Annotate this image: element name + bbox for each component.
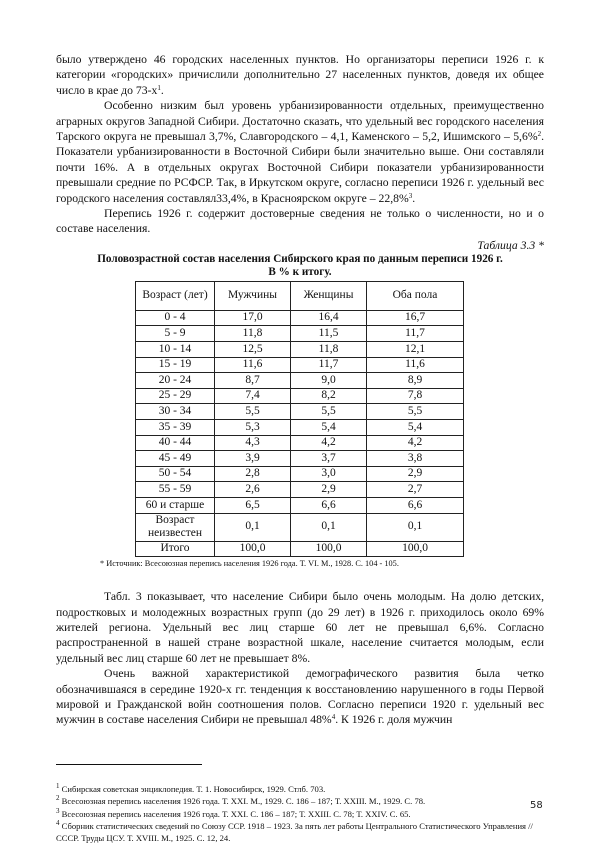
cell-both: 0,1 [367, 513, 464, 541]
cell-men: 3,9 [215, 451, 291, 467]
page-number: 58 [530, 800, 543, 811]
cell-age: 30 - 34 [136, 404, 215, 420]
cell-men: 100,0 [215, 541, 291, 557]
cell-both: 6,6 [367, 498, 464, 514]
cell-women: 2,9 [291, 482, 367, 498]
cell-women: 9,0 [291, 373, 367, 389]
cell-women: 11,8 [291, 342, 367, 358]
cell-women: 11,7 [291, 357, 367, 373]
cell-men: 11,6 [215, 357, 291, 373]
footnote: $^4$ Сборник статистических сведений по Союзу ССР. 1918 – 1923. За пять лет работы Центрального Статистического Управления // СССР. Труды ЦСУ. Т. XVIII. М., 1925. С. 12, 24. [56, 819, 533, 844]
column-header-both: Оба пола [367, 281, 464, 310]
table-row [136, 388, 464, 404]
cell-age: 55 - 59 [136, 482, 215, 498]
cell-men: 7,4 [215, 388, 291, 404]
cell-age: 20 - 24 [136, 373, 215, 389]
footnote-ref[interactable]: 4 [331, 713, 336, 722]
cell-women: 5,4 [291, 420, 367, 436]
cell-women: 3,7 [291, 451, 367, 467]
table-row [136, 513, 464, 541]
cell-age: 15 - 19 [136, 357, 215, 373]
cell-women: 3,0 [291, 466, 367, 482]
cell-both: 100,0 [367, 541, 464, 557]
cell-age: 45 - 49 [136, 451, 215, 467]
cell-men: 12,5 [215, 342, 291, 358]
cell-men: 17,0 [215, 310, 291, 326]
table-row [136, 466, 464, 482]
cell-men: 0,1 [215, 513, 291, 541]
cell-both: 3,8 [367, 451, 464, 467]
cell-women: 0,1 [291, 513, 367, 541]
column-header-age: Возраст (лет) [136, 281, 215, 310]
table-row [136, 373, 464, 389]
table-row [136, 357, 464, 373]
footnote-ref[interactable]: 3 [408, 191, 413, 200]
cell-women: 16,4 [291, 310, 367, 326]
cell-both: 16,7 [367, 310, 464, 326]
table-header-row [136, 281, 464, 310]
table-row [136, 451, 464, 467]
cell-age: 0 - 4 [136, 310, 215, 326]
cell-both: 8,9 [367, 373, 464, 389]
table-row [136, 420, 464, 436]
cell-both: 5,4 [367, 420, 464, 436]
table-title: Половозрастной состав населения Сибирского края по данным переписи 1926 г. [97, 252, 503, 265]
age-sex-table [135, 281, 464, 557]
table-subtitle: В % к итогу. [268, 266, 332, 279]
cell-men: 8,7 [215, 373, 291, 389]
cell-age: 50 - 54 [136, 466, 215, 482]
cell-men: 4,3 [215, 435, 291, 451]
cell-men: 6,5 [215, 498, 291, 514]
cell-women: 5,5 [291, 404, 367, 420]
table-row [136, 342, 464, 358]
cell-age: 35 - 39 [136, 420, 215, 436]
cell-both: 11,6 [367, 357, 464, 373]
cell-both: 5,5 [367, 404, 464, 420]
table-row [136, 498, 464, 514]
footnote: $^2$ Всесоюзная перепись населения 1926 года. Т. XXI. М., 1929. С. 186 – 187; Т. XXIII. М., 1929. С. 78. [56, 794, 426, 807]
column-header-men: Мужчины [215, 281, 291, 310]
cell-both: 4,2 [367, 435, 464, 451]
document-page [56, 52, 544, 845]
cell-age: 40 - 44 [136, 435, 215, 451]
cell-women: 11,5 [291, 326, 367, 342]
cell-both: 7,8 [367, 388, 464, 404]
table-row [136, 326, 464, 342]
table-row [136, 404, 464, 420]
table-source-note: * Источник: Всесоюзная перепись населения 1926 года. Т. VI. М., 1928. С. 104 - 105. [100, 559, 399, 569]
table-row [136, 310, 464, 326]
table-row [136, 435, 464, 451]
cell-women: 8,2 [291, 388, 367, 404]
cell-men: 2,8 [215, 466, 291, 482]
cell-women: 4,2 [291, 435, 367, 451]
cell-men: 5,5 [215, 404, 291, 420]
cell-age: 25 - 29 [136, 388, 215, 404]
paragraph: Особенно низким был уровень урбанизированности отдельных, преимущественно аграрных округов Западной Сибири. Достаточно сказать, что удельный вес городского населения Тарского округа не превышал 3,7%, Славгородского – 4,1, Каменского – 5,2, Ишимского – 5,6%$^2$. Показатели урбанизированности в Восточной Сибири были значительно выше. Они составляли почти 16%. А в отдельных округах Восточной Сибири показатели урбанизированности превышали средние по РСФСР. Так, в Иркутском округе, согласно переписи 1926 г. удельный вес городского населения составлял33,4%, в Красноярском округе – 22,8%$^3$. [56, 99, 544, 205]
footnote: $^3$ Всесоюзная перепись населения 1926 года. Т. XXI. С. 186 – 187; Т. XXIII. С. 78; Т. XXIV. С. 65. [56, 806, 411, 819]
footnote-divider [56, 764, 202, 765]
cell-both: 2,7 [367, 482, 464, 498]
cell-age: 60 и старше [136, 498, 215, 514]
cell-women: 100,0 [291, 541, 367, 557]
paragraph: Перепись 1926 г. содержит достоверные сведения не только о численности, но и о составе населения. [56, 207, 544, 236]
cell-both: 12,1 [367, 342, 464, 358]
paragraph: было утверждено 46 городских населенных пунктов. Но организаторы переписи 1926 г. к категории «городских» причислили дополнительно 27 населенных пунктов, доведя их общее число в крае до $73-х^1$. [56, 53, 544, 97]
cell-women: 6,6 [291, 498, 367, 514]
footnote-ref[interactable]: 1 [157, 83, 161, 92]
cell-men: 5,3 [215, 420, 291, 436]
cell-age: 5 - 9 [136, 326, 215, 342]
table-label: Таблица 3.3 * [477, 238, 544, 252]
footnotes [56, 783, 544, 845]
cell-men: 11,8 [215, 326, 291, 342]
paragraph: Очень важной характеристикой демографического развития была четко обозначившаяся в середине 1920-х гг. тенденция к восстановлению нарушенного в годы Первой мировой и Гражданской войн соотношения полов. Согласно переписи 1920 г. удельный вес мужчин в составе населения Сибири не превышал 48%$^4$. К 1926 г. доля мужчин [56, 667, 544, 727]
column-header-women: Женщины [291, 281, 367, 310]
cell-both: 2,9 [367, 466, 464, 482]
cell-age: Итого [136, 541, 215, 557]
cell-men: 2,6 [215, 482, 291, 498]
cell-age: 10 - 14 [136, 342, 215, 358]
cell-age: Возраст неизвестен [136, 513, 215, 541]
table-row [136, 482, 464, 498]
paragraph: Табл. 3 показывает, что население Сибири было очень молодым. На долю детских, подростковых и молодежных возрастных групп (до 29 лет) в 1926 г. приходилось около 69% жителей региона. Удельный вес лиц старше 60 лет не превышал 6,6%. Согласно распространенной в нашей стране возрастной шкале, население считается молодым, если удельный вес лиц старше 60 лет не превышает 8%. [56, 590, 544, 665]
table-total-row [136, 541, 464, 557]
footnote-ref[interactable]: 2 [537, 130, 542, 139]
cell-both: 11,7 [367, 326, 464, 342]
footnote: $^1$ Сибирская советская энциклопедия. Т. 1. Новосибирск, 1929. Стлб. 703. [56, 781, 326, 794]
